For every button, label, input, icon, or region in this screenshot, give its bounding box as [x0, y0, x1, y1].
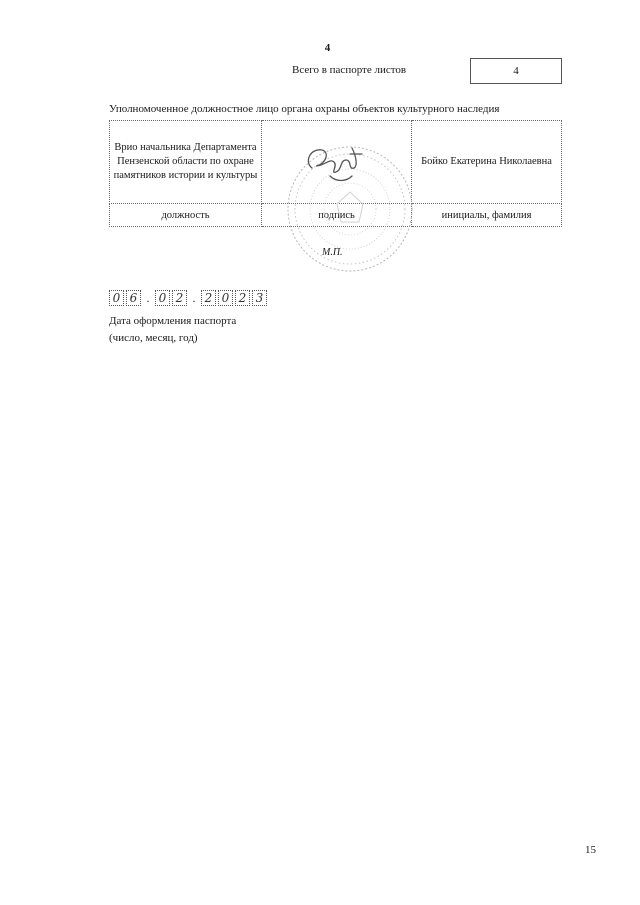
date-separator: .	[192, 291, 196, 305]
name-text: Бойко Екатерина Николаевна	[421, 155, 552, 167]
date-separator: .	[146, 291, 150, 305]
date-caption-line-1: Дата оформления паспорта	[109, 315, 237, 327]
passport-date	[109, 290, 267, 306]
date-caption	[109, 313, 236, 347]
position-text: Врио начальника Департамента Пензенской области по охране памятников истории и культуры	[113, 141, 258, 182]
footer-page-number: 15	[585, 844, 596, 856]
date-day-digit-2: 6	[126, 290, 141, 306]
handwritten-signature	[300, 136, 370, 196]
date-month-digit-1: 0	[155, 290, 170, 306]
date-month-digit-2: 2	[172, 290, 187, 306]
date-year-digit-2: 0	[218, 290, 233, 306]
page-number: 4	[324, 42, 331, 54]
name-cell	[412, 121, 562, 204]
stamp-label: М.П.	[322, 247, 343, 258]
date-day-digit-1: 0	[109, 290, 124, 306]
total-sheets-label: Всего в паспорте листов	[292, 64, 407, 76]
official-heading: Уполномоченное должностное лицо органа охраны объектов культурного наследия	[109, 103, 500, 115]
signature-caption: подпись	[262, 204, 412, 227]
total-sheets-box	[470, 58, 562, 84]
total-sheets-value: 4	[513, 65, 519, 77]
name-caption: инициалы, фамилия	[412, 204, 562, 227]
date-year-digit-3: 2	[235, 290, 250, 306]
position-cell	[110, 121, 262, 204]
date-year-digit-1: 2	[201, 290, 216, 306]
date-year-digit-4: 3	[252, 290, 267, 306]
date-caption-line-2: (число, месяц, год)	[109, 332, 198, 344]
position-caption: должность	[110, 204, 262, 227]
